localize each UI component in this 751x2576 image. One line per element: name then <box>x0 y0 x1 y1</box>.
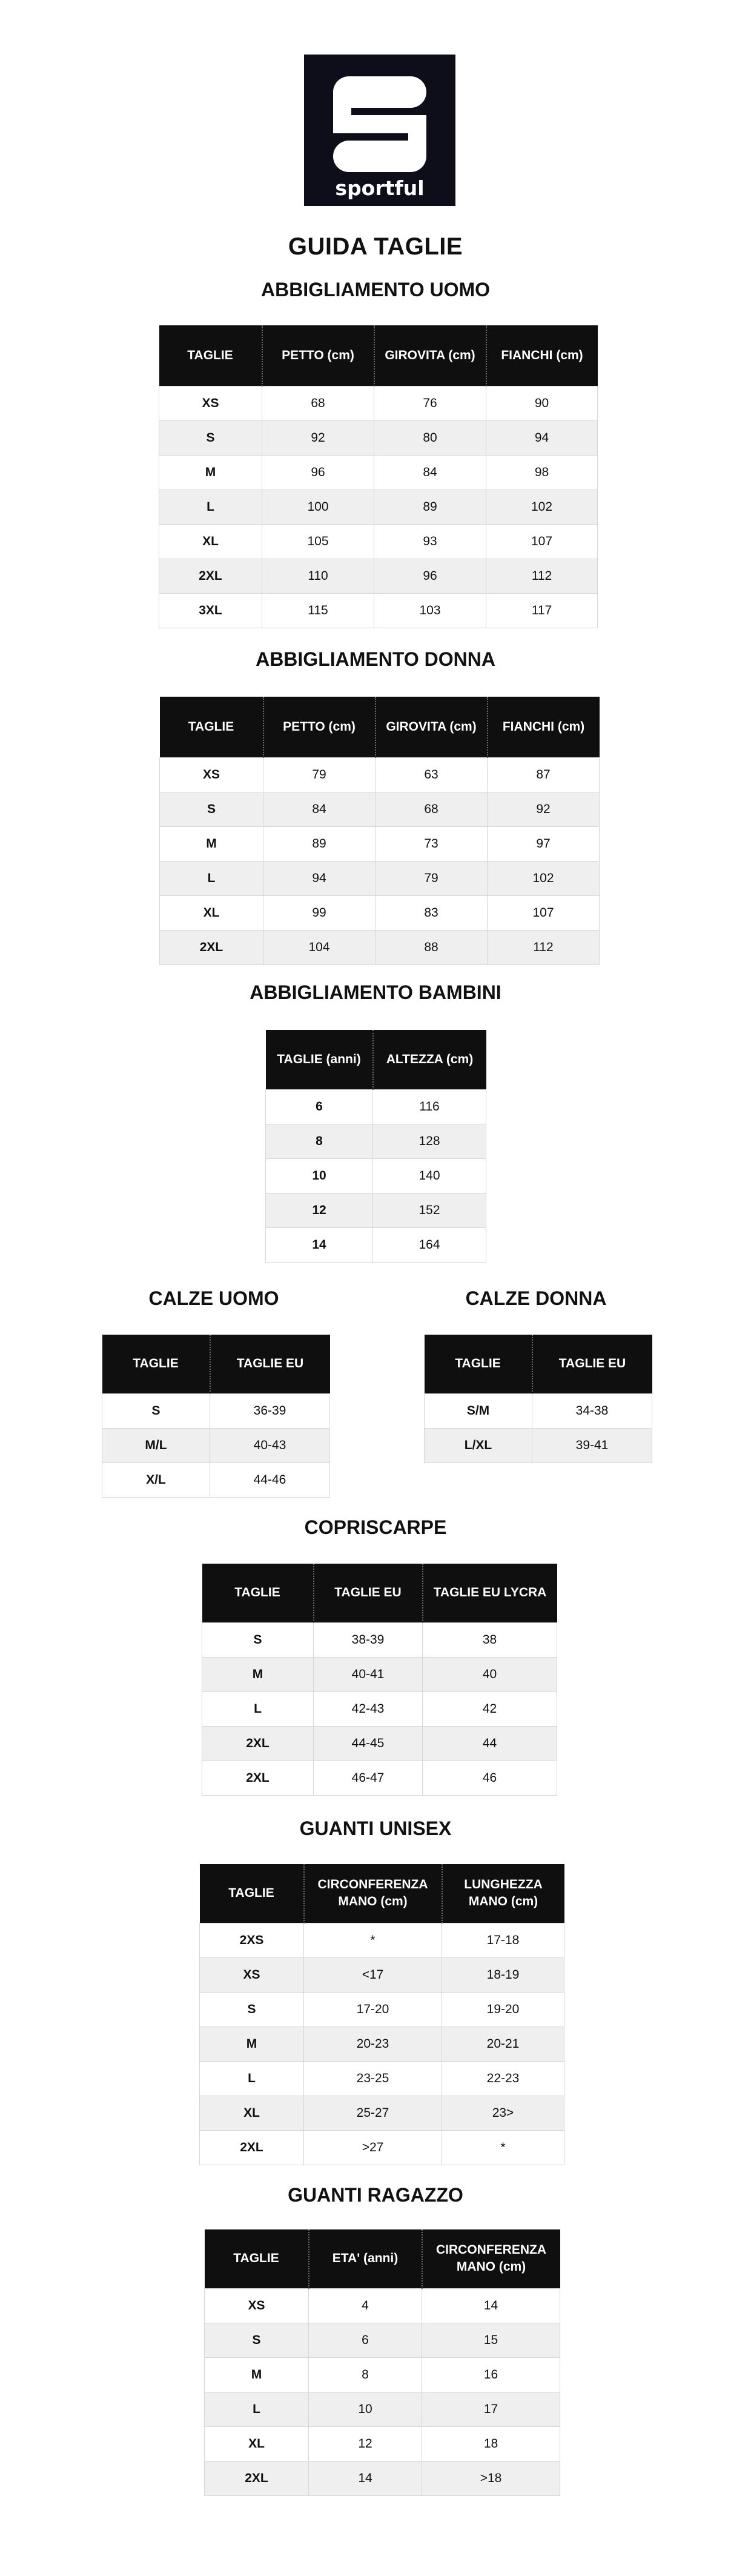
measurement-cell: >27 <box>304 2130 442 2165</box>
measurement-cell: 4 <box>309 2288 422 2323</box>
sportful-logo-mark <box>304 55 455 206</box>
table-row <box>159 455 598 490</box>
measurement-cell: 73 <box>375 826 488 861</box>
measurement-cell: 44-45 <box>314 1726 423 1761</box>
measurement-cell: 84 <box>263 792 375 826</box>
size-table-calze-uomo <box>102 1335 330 1498</box>
section-title-guanti-unisex: GUANTI UNISEX <box>299 1817 452 1839</box>
section-title-copriscarpe: COPRISCARPE <box>304 1516 447 1538</box>
measurement-cell: 90 <box>486 386 598 420</box>
table-row <box>205 2288 560 2323</box>
measurement-cell: 97 <box>488 826 600 861</box>
size-label-cell: L/XL <box>425 1428 532 1462</box>
measurement-cell: 19-20 <box>442 1992 564 2027</box>
measurement-cell: 117 <box>486 593 598 628</box>
table-row <box>205 2461 560 2495</box>
table-row <box>160 792 600 826</box>
size-label-cell: 14 <box>266 1227 373 1262</box>
size-label-cell: M/L <box>102 1428 210 1462</box>
table-row <box>160 861 600 895</box>
table-row <box>200 1992 564 2027</box>
measurement-cell: 94 <box>263 861 375 895</box>
size-table-abbigliamento-donna <box>159 697 600 965</box>
size-label-cell: 2XL <box>160 930 263 964</box>
measurement-cell: 76 <box>374 386 486 420</box>
table-row <box>202 1622 557 1657</box>
measurement-cell: 18 <box>422 2426 560 2461</box>
measurement-cell: 128 <box>373 1124 486 1158</box>
table-row <box>160 895 600 930</box>
table-row <box>200 2096 564 2130</box>
size-label-cell: 2XL <box>200 2130 304 2165</box>
measurement-cell: 14 <box>309 2461 422 2495</box>
measurement-cell: 104 <box>263 930 375 964</box>
column-header: TAGLIE <box>205 2229 309 2288</box>
table-row <box>205 2392 560 2426</box>
measurement-cell: 89 <box>374 490 486 524</box>
measurement-cell: 18-19 <box>442 1957 564 1992</box>
measurement-cell: 112 <box>486 559 598 593</box>
measurement-cell: 22-23 <box>442 2061 564 2096</box>
measurement-cell: 100 <box>262 490 374 524</box>
size-label-cell: 2XS <box>200 1923 304 1957</box>
table-row <box>102 1393 330 1428</box>
table-header-row <box>200 1864 564 1923</box>
measurement-cell: 140 <box>373 1158 486 1193</box>
measurement-cell: 6 <box>309 2323 422 2357</box>
measurement-cell: 110 <box>262 559 374 593</box>
measurement-cell: <17 <box>304 1957 442 1992</box>
measurement-cell: 96 <box>262 455 374 490</box>
logo-wordmark: sportful <box>335 176 425 200</box>
size-label-cell: 2XL <box>159 559 262 593</box>
measurement-cell: 20-21 <box>442 2027 564 2061</box>
size-label-cell: XS <box>200 1957 304 1992</box>
column-header: TAGLIE <box>102 1335 210 1393</box>
size-label-cell: XL <box>160 895 263 930</box>
column-header: TAGLIE <box>425 1335 532 1393</box>
table-row <box>425 1428 652 1462</box>
measurement-cell: 46 <box>423 1761 557 1795</box>
size-label-cell: 12 <box>266 1193 373 1227</box>
measurement-cell: 84 <box>374 455 486 490</box>
measurement-cell: 93 <box>374 524 486 559</box>
table-header-row <box>205 2229 560 2288</box>
measurement-cell: 39-41 <box>532 1428 652 1462</box>
size-label-cell: 2XL <box>205 2461 309 2495</box>
section-title-abbigliamento-uomo: ABBIGLIAMENTO UOMO <box>260 279 491 300</box>
size-label-cell: 6 <box>266 1089 373 1124</box>
size-table-abbigliamento-bambini <box>265 1030 486 1263</box>
column-header: CIRCONFERENZA MANO (cm) <box>304 1864 442 1923</box>
measurement-cell: 17-20 <box>304 1992 442 2027</box>
table-row <box>202 1761 557 1795</box>
size-table-copriscarpe <box>202 1564 557 1796</box>
size-label-cell: S <box>200 1992 304 2027</box>
size-label-cell: XL <box>200 2096 304 2130</box>
table-row <box>102 1428 330 1462</box>
measurement-cell: 38 <box>423 1622 557 1657</box>
size-label-cell: S <box>159 420 262 455</box>
size-label-cell: L <box>159 490 262 524</box>
size-label-cell: XS <box>159 386 262 420</box>
column-header: TAGLIE (anni) <box>266 1030 373 1089</box>
size-label-cell: M <box>202 1657 314 1691</box>
table-row <box>159 559 598 593</box>
measurement-cell: 68 <box>375 792 488 826</box>
measurement-cell: 115 <box>262 593 374 628</box>
measurement-cell: 79 <box>263 757 375 792</box>
measurement-cell: 14 <box>422 2288 560 2323</box>
measurement-cell: 89 <box>263 826 375 861</box>
measurement-cell: 8 <box>309 2357 422 2392</box>
size-label-cell: S <box>202 1622 314 1657</box>
size-table-calze-donna <box>424 1335 652 1463</box>
column-header: GIROVITA (cm) <box>375 697 488 757</box>
table-row <box>200 2027 564 2061</box>
table-row <box>200 2130 564 2165</box>
table-row <box>202 1726 557 1761</box>
measurement-cell: 103 <box>374 593 486 628</box>
measurement-cell: 107 <box>488 895 600 930</box>
measurement-cell: 36-39 <box>210 1393 330 1428</box>
measurement-cell: 94 <box>486 420 598 455</box>
size-table-guanti-ragazzo <box>204 2229 560 2496</box>
table-row <box>202 1657 557 1691</box>
table-row <box>159 420 598 455</box>
measurement-cell: 107 <box>486 524 598 559</box>
size-label-cell: L <box>160 861 263 895</box>
measurement-cell: 12 <box>309 2426 422 2461</box>
measurement-cell: 40-41 <box>314 1657 423 1691</box>
size-label-cell: XL <box>205 2426 309 2461</box>
table-row <box>159 490 598 524</box>
measurement-cell: 102 <box>488 861 600 895</box>
size-label-cell: 3XL <box>159 593 262 628</box>
column-header: ALTEZZA (cm) <box>373 1030 486 1089</box>
measurement-cell: 10 <box>309 2392 422 2426</box>
measurement-cell: 87 <box>488 757 600 792</box>
measurement-cell: >18 <box>422 2461 560 2495</box>
measurement-cell: 99 <box>263 895 375 930</box>
column-header: TAGLIE <box>202 1564 314 1622</box>
size-label-cell: S <box>160 792 263 826</box>
table-row <box>202 1691 557 1726</box>
measurement-cell: 25-27 <box>304 2096 442 2130</box>
measurement-cell: 46-47 <box>314 1761 423 1795</box>
table-row <box>205 2426 560 2461</box>
measurement-cell: 98 <box>486 455 598 490</box>
size-label-cell: L <box>200 2061 304 2096</box>
size-label-cell: L <box>202 1691 314 1726</box>
measurement-cell: 38-39 <box>314 1622 423 1657</box>
column-header: TAGLIE EU <box>210 1335 330 1393</box>
column-header: FIANCHI (cm) <box>488 697 600 757</box>
size-label-cell: M <box>160 826 263 861</box>
column-header: CIRCONFERENZA MANO (cm) <box>422 2229 560 2288</box>
column-header: PETTO (cm) <box>263 697 375 757</box>
measurement-cell: 105 <box>262 524 374 559</box>
column-header: GIROVITA (cm) <box>374 325 486 386</box>
column-header: LUNGHEZZA MANO (cm) <box>442 1864 564 1923</box>
table-row <box>200 1957 564 1992</box>
table-row <box>159 524 598 559</box>
size-label-cell: M <box>200 2027 304 2061</box>
size-label-cell: S <box>102 1393 210 1428</box>
measurement-cell: 96 <box>374 559 486 593</box>
table-row <box>266 1089 486 1124</box>
size-label-cell: 2XL <box>202 1761 314 1795</box>
table-row <box>200 1923 564 1957</box>
measurement-cell: 15 <box>422 2323 560 2357</box>
measurement-cell: 63 <box>375 757 488 792</box>
table-row <box>266 1227 486 1262</box>
measurement-cell: 16 <box>422 2357 560 2392</box>
size-label-cell: M <box>205 2357 309 2392</box>
table-row <box>160 826 600 861</box>
section-title-guanti-ragazzo: GUANTI RAGAZZO <box>288 2184 463 2206</box>
measurement-cell: 42 <box>423 1691 557 1726</box>
table-row <box>159 593 598 628</box>
section-title-abbigliamento-bambini: ABBIGLIAMENTO BAMBINI <box>250 981 501 1003</box>
table-row <box>160 757 600 792</box>
measurement-cell: 80 <box>374 420 486 455</box>
table-header-row <box>102 1335 330 1393</box>
table-row <box>200 2061 564 2096</box>
measurement-cell: 88 <box>375 930 488 964</box>
sportful-logo <box>304 55 455 206</box>
measurement-cell: 116 <box>373 1089 486 1124</box>
table-row <box>425 1393 652 1428</box>
table-row <box>160 930 600 964</box>
column-header: FIANCHI (cm) <box>486 325 598 386</box>
size-label-cell: XS <box>160 757 263 792</box>
page-title: GUIDA TAGLIE <box>288 233 463 260</box>
measurement-cell: 164 <box>373 1227 486 1262</box>
section-title-calze-donna: CALZE DONNA <box>465 1287 607 1309</box>
measurement-cell: 44 <box>423 1726 557 1761</box>
size-table-abbigliamento-uomo <box>159 325 598 628</box>
measurement-cell: 112 <box>488 930 600 964</box>
table-header-row <box>266 1030 486 1089</box>
measurement-cell: 17 <box>422 2392 560 2426</box>
table-row <box>266 1158 486 1193</box>
table-row <box>266 1193 486 1227</box>
table-header-row <box>159 325 598 386</box>
column-header: TAGLIE <box>160 697 263 757</box>
measurement-cell: 92 <box>488 792 600 826</box>
size-label-cell: L <box>205 2392 309 2426</box>
table-row <box>102 1462 330 1497</box>
measurement-cell: 23-25 <box>304 2061 442 2096</box>
measurement-cell: 23> <box>442 2096 564 2130</box>
table-row <box>205 2323 560 2357</box>
measurement-cell: * <box>304 1923 442 1957</box>
size-label-cell: XS <box>205 2288 309 2323</box>
size-label-cell: X/L <box>102 1462 210 1497</box>
column-header: ETA' (anni) <box>309 2229 422 2288</box>
measurement-cell: 83 <box>375 895 488 930</box>
size-label-cell: S/M <box>425 1393 532 1428</box>
size-label-cell: M <box>159 455 262 490</box>
section-title-abbigliamento-donna: ABBIGLIAMENTO DONNA <box>256 648 495 670</box>
size-label-cell: S <box>205 2323 309 2357</box>
measurement-cell: 92 <box>262 420 374 455</box>
column-header: TAGLIE <box>200 1864 304 1923</box>
column-header: TAGLIE EU LYCRA <box>423 1564 557 1622</box>
column-header: TAGLIE EU <box>532 1335 652 1393</box>
table-row <box>266 1124 486 1158</box>
size-label-cell: 2XL <box>202 1726 314 1761</box>
size-label-cell: XL <box>159 524 262 559</box>
column-header: TAGLIE <box>159 325 262 386</box>
size-table-guanti-unisex <box>199 1864 564 2165</box>
size-label-cell: 8 <box>266 1124 373 1158</box>
table-row <box>159 386 598 420</box>
measurement-cell: 152 <box>373 1193 486 1227</box>
measurement-cell: 44-46 <box>210 1462 330 1497</box>
measurement-cell: * <box>442 2130 564 2165</box>
section-title-calze-uomo: CALZE UOMO <box>148 1287 279 1309</box>
measurement-cell: 40-43 <box>210 1428 330 1462</box>
column-header: PETTO (cm) <box>262 325 374 386</box>
table-header-row <box>425 1335 652 1393</box>
measurement-cell: 79 <box>375 861 488 895</box>
table-row <box>205 2357 560 2392</box>
measurement-cell: 20-23 <box>304 2027 442 2061</box>
measurement-cell: 17-18 <box>442 1923 564 1957</box>
measurement-cell: 42-43 <box>314 1691 423 1726</box>
table-header-row <box>160 697 600 757</box>
table-header-row <box>202 1564 557 1622</box>
measurement-cell: 40 <box>423 1657 557 1691</box>
column-header: TAGLIE EU <box>314 1564 423 1622</box>
measurement-cell: 102 <box>486 490 598 524</box>
measurement-cell: 68 <box>262 386 374 420</box>
measurement-cell: 34-38 <box>532 1393 652 1428</box>
size-label-cell: 10 <box>266 1158 373 1193</box>
